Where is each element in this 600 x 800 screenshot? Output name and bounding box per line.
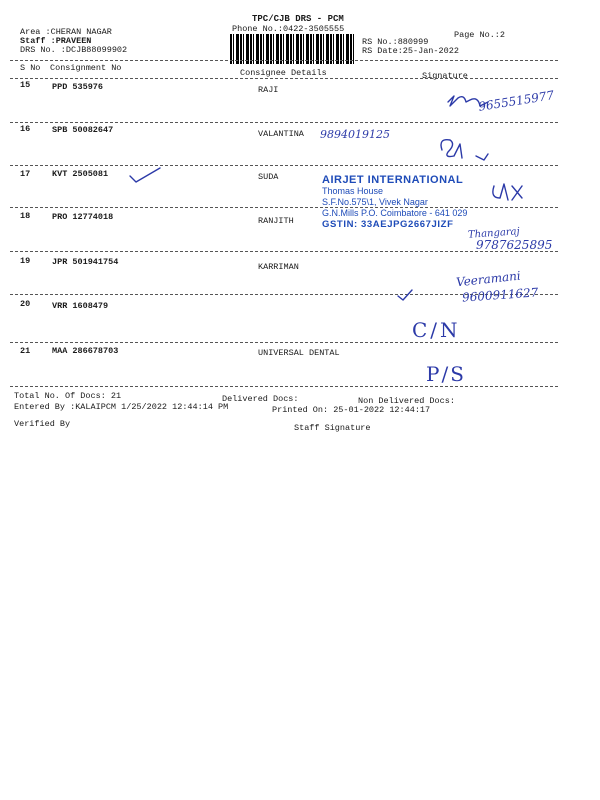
page-number: Page No.:2	[454, 30, 506, 40]
stamp-gstin: GSTIN: 33AEJPG2667JIZF	[322, 219, 454, 230]
staff-signature: Staff Signature	[294, 423, 371, 433]
divider	[10, 78, 558, 79]
row-sno: 16	[20, 124, 31, 134]
stamp-line: G.N.Mills P.O. Coimbatore - 641 029	[322, 208, 468, 218]
row-sno: 21	[20, 346, 31, 356]
row-sno: 19	[20, 256, 31, 266]
printed-on: Printed On: 25-01-2022 12:44:17	[272, 405, 431, 415]
row-sno: 20	[20, 299, 31, 309]
row-consignee: SUDA	[258, 172, 279, 182]
row-consignee: RANJITH	[258, 216, 294, 226]
divider	[10, 60, 558, 61]
row-consignee: VALANTINA	[258, 129, 304, 139]
rs-number: RS No.:880999	[362, 37, 429, 47]
row-sno: 18	[20, 211, 31, 221]
entered-by: Entered By :KALAIPCM 1/25/2022 12:44:14 PM	[14, 402, 229, 412]
divider	[10, 122, 558, 123]
stamp-company: AIRJET INTERNATIONAL	[322, 174, 464, 186]
row-consignment: PRO 12774018	[52, 212, 114, 222]
handwritten-name: Veeramani	[455, 268, 522, 290]
row-consignee: KARRIMAN	[258, 262, 299, 272]
staff-label: Staff :PRAVEEN	[20, 36, 92, 46]
checkmark-icon	[128, 164, 164, 186]
divider	[10, 386, 558, 387]
non-delivered-docs: Non Delivered Docs:	[358, 396, 455, 406]
stamp-line: Thomas House	[322, 186, 384, 196]
company-stamp	[322, 174, 467, 230]
handwritten-phone: 9894019125	[320, 128, 390, 141]
row-consignment: KVT 2505081	[52, 169, 109, 179]
area-label: Area :CHERAN NAGAR	[20, 27, 112, 37]
stamp-line: S.F.No.575\1, Vivek Nagar	[322, 197, 428, 207]
row-consignee: UNIVERSAL DENTAL	[258, 348, 340, 358]
divider	[10, 207, 558, 208]
handwritten-name: Thangaraj	[467, 226, 521, 241]
document-title: TPC/CJB DRS - PCM	[252, 14, 344, 24]
row-sno: 17	[20, 169, 31, 179]
handwritten-note: C/N	[412, 318, 461, 342]
rs-date: RS Date:25-Jan-2022	[362, 46, 459, 56]
column-signature: Signature	[422, 71, 468, 81]
row-consignment: MAA 286678703	[52, 346, 119, 356]
handwritten-note: P/S	[426, 362, 466, 386]
total-docs: Total No. Of Docs: 21	[14, 391, 122, 401]
column-consignee: Consignee Details	[240, 68, 327, 78]
checkmark-icon	[396, 288, 416, 302]
column-consignment: Consignment No	[50, 63, 122, 73]
delivered-docs: Delivered Docs:	[222, 394, 299, 404]
verified-by: Verified By	[14, 419, 71, 429]
row-consignment: SPB 50082647	[52, 125, 114, 135]
handwritten-phone: 9600911627	[461, 285, 539, 305]
signature-scribble-16	[436, 134, 506, 166]
row-sno: 15	[20, 80, 31, 90]
drs-number: DRS No. :DCJB88099902	[20, 45, 128, 55]
row-consignment: JPR 501941754	[52, 257, 119, 267]
phone-number: Phone No.:0422-3505555	[232, 24, 345, 34]
row-consignee: RAJI	[258, 85, 279, 95]
handwritten-phone: 9655515977	[477, 88, 555, 114]
signature-scribble-17	[488, 178, 528, 206]
handwritten-phone: 9787625895	[476, 238, 553, 252]
divider	[10, 342, 558, 343]
row-consignment: PPD 535976	[52, 82, 104, 92]
row-consignment: VRR 1608479	[52, 301, 109, 311]
column-sno: S No	[20, 63, 41, 73]
